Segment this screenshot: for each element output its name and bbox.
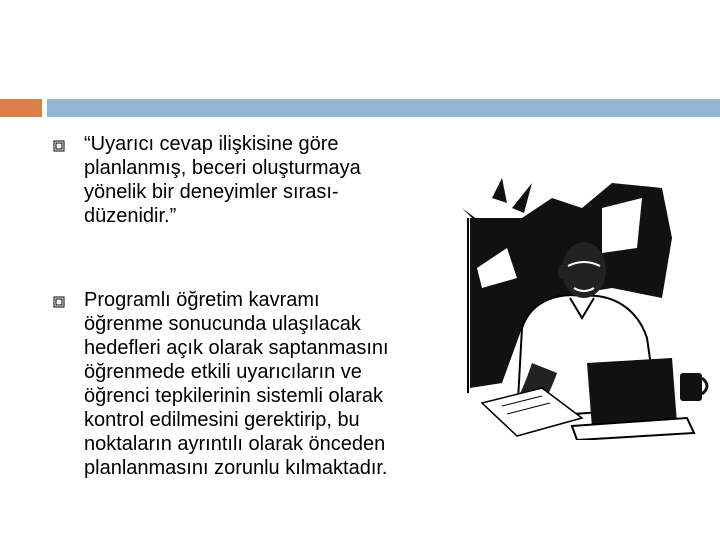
bullet-text-1 — [84, 132, 454, 228]
bullet-text-2 — [84, 288, 454, 480]
bullet-2-line: Programlı öğretim kavramı — [84, 289, 320, 311]
bullet-2-line: kontrol edilmesini gerektirip, bu — [84, 409, 360, 431]
bullet-2-line: öğrenci tepkilerinin sistemli olarak — [84, 385, 384, 407]
title-accent-bar — [0, 99, 42, 117]
hollow-square-bullet-icon — [53, 140, 65, 152]
hollow-square-bullet-icon — [53, 296, 65, 308]
bullet-2-line: noktaların ayrıntılı olarak önceden — [84, 433, 386, 455]
title-bar — [47, 99, 720, 117]
bullet-1-line: planlanmış, beceri oluşturmaya — [84, 157, 361, 179]
bullet-1-line: yönelik bir deneyimler sırası- — [84, 181, 339, 203]
bullet-1-line: “Uyarıcı cevap ilişkisine göre — [84, 133, 339, 155]
bullet-2-line: öğrenmede etkili uyarıcıların ve — [84, 361, 362, 383]
bullet-2-line: planlanmasını zorunlu kılmaktadır. — [84, 457, 388, 479]
bullet-2-line: öğrenme sonucunda ulaşılacak — [84, 313, 361, 335]
bullet-1-line: düzenidir.” — [84, 205, 177, 227]
bullet-2-line: hedefleri açık olarak saptanmasını — [84, 337, 389, 359]
man-at-laptop-illustration — [462, 178, 712, 440]
